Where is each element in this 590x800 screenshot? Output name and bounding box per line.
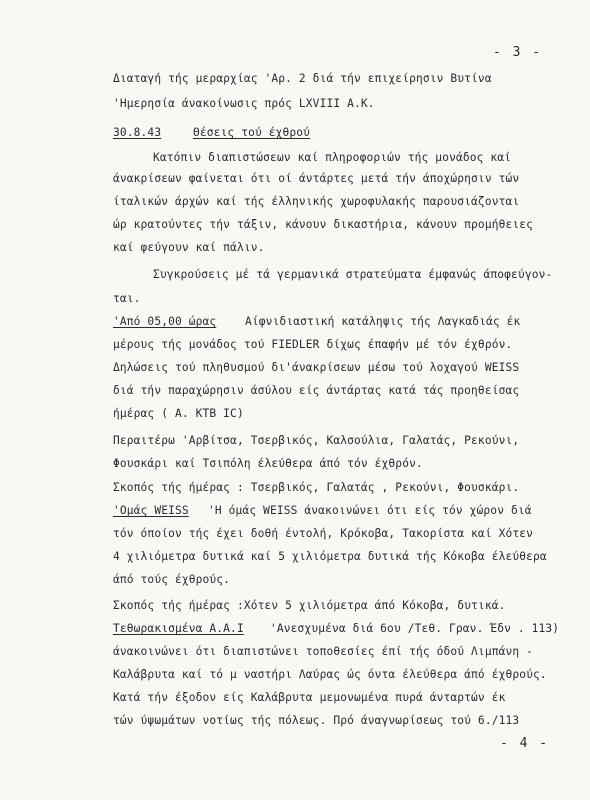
body-line-25: τών ύψωμάτων νοτίως τής πόλεως. Πρό άναγνωρίσεως τού 6./113 [113,714,520,727]
body-line-4: ώρ κρατούντες τήν τάξιν, κάνουν δικαστήρια, κάνουν προμήθειες [113,218,534,231]
time-label: 'Από 05,00 ώρας [113,315,217,328]
header-line-2: 'Ημερησία άνακοίνωσις πρός LXVIII Α.Κ. [113,97,375,110]
body-line-23: Καλάβρυτα καί τό μ ναστήρι Λαύρας ώς όντα έλεύθερα άπό έχθρούς. [113,668,547,681]
page-number-top: - 3 - [493,45,543,60]
body-line-13: Περαιτέρω 'Αρβίτσα, Τσερβικός, Καλσούλια, Γαλατάς, Ρεκούνι, [113,434,520,447]
body-line-16: 'Η όμάς WEISS άνακοινώνει ότι είς τόν χώρον διά [208,504,532,517]
body-line-21: 'Ανεσχυμένα διά 6ου /Τεθ. Γραν. Έδν . 113) [270,622,560,635]
entry-heading: Θέσεις τού έχθρού [193,126,311,139]
body-line-10: Δηλώσεις τού πληθυσμού δι'άνακρίσεων μέσω τού λοχαγού WEISS [113,361,520,374]
group-label: 'Ομάς WEISS [113,504,189,517]
entry-date: 30.8.43 [113,126,162,139]
body-line-6: Συγκρούσεις μέ τά γερμανικά στρατεύματα έμφανώς άποφεύγον- [153,268,553,281]
header-line-1: Διαταγή τής μεραρχίας 'Αρ. 2 διά τήν επιχείρησιν Βυτίνα [113,72,492,85]
body-line-7: ται. [113,292,141,305]
body-line-2: άνακρίσεων φαίνεται ότι οί άντάρτες μετά τήν άποχώρησιν τών [113,172,520,185]
body-line-5: καί φεύγουν καί πάλιν. [113,241,265,254]
body-line-24: Κατά τήν έξοδον είς Καλάβρυτα μεμονωμένα πυρά άνταρτών έκ [113,691,506,704]
body-line-12: ήμέρας ( Α. ΚΤΒ IC) [113,407,244,420]
body-line-14: Φουσκάρι καί Τσιπόλη έλεύθερα άπό τόν έχθρόν. [113,457,423,470]
body-line-15: Σκοπός τής ήμέρας : Τσερβικός, Γαλατάς , Ρεκούνι, Φουσκάρι. [113,481,520,494]
armored-label: Τεθωρακισμένα Α.Α.Ι [113,622,244,635]
body-line-1: Κατόπιν διαπιστώσεων καί πληροφοριών τής μονάδος καί [153,151,512,164]
body-line-9: μέρους τής μονάδος τού FIEDLER δίχως έπαφήν μέ τόν έχθρόν. [113,338,513,351]
body-line-19: άπό τούς έχθρούς. [113,573,231,586]
body-line-17: τόν όποίον τής έχει δοθή έντολή, Κρόκοβα, Τακορίστα καί Χότεν [113,527,534,540]
body-line-11: διά τήν παραχώρησιν άσύλου είς άντάρτας κατά τάς προηθείσας [113,384,520,397]
body-line-22: άνακοινώνει ότι διαπιστώνει τοποθεσίες έπί τής όδού Λιμπάνη - [113,645,534,658]
body-line-3: ίταλικών άρχών καί τής έλληνικής χωροφυλακής παρουσιάζονται [113,195,520,208]
body-line-20: Σκοπός τής ήμέρας :Χότεν 5 χιλιόμετρα άπό Κόκοβα, δυτικά. [113,599,506,612]
page-number-bottom: - 4 - [500,736,550,751]
body-line-18: 4 χιλιόμετρα δυτικά καί 5 χιλιόμετρα δυτικά τής Κόκοβα έλεύθερα [113,550,547,563]
body-line-8: Αίφνιδιαστική κατάληψις τής Λαγκαδιάς έκ [245,315,521,328]
